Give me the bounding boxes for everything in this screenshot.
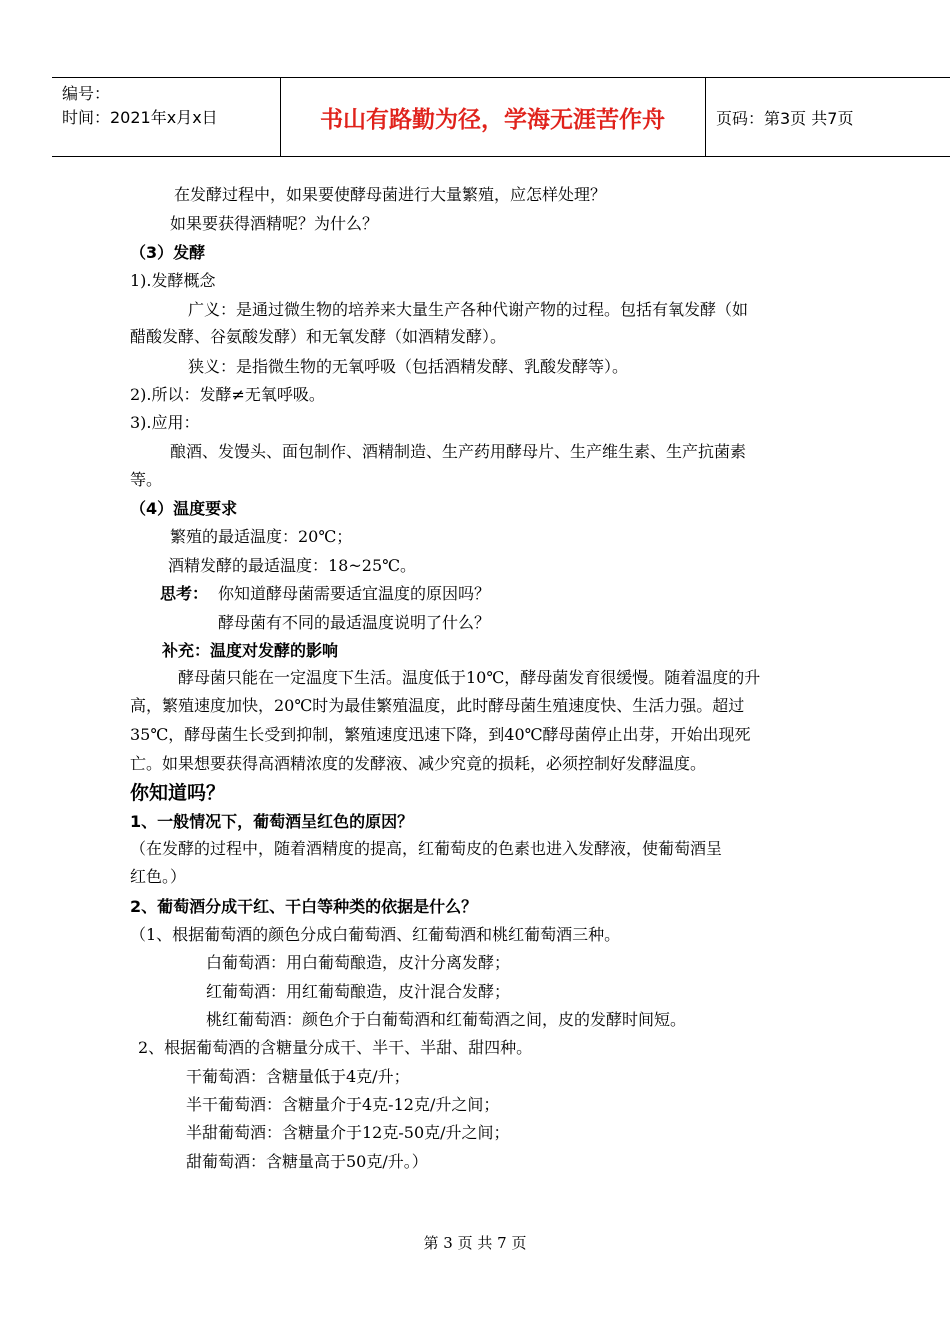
- text-line: 1).发酵概念: [130, 271, 216, 290]
- text-line: 醋酸发酵、谷氨酸发酵）和无氧发酵（如酒精发酵）。: [130, 327, 507, 346]
- question-heading: 1、一般情况下，葡萄酒呈红色的原因？: [130, 812, 414, 831]
- text-line: 酒精发酵的最适温度：18~25℃。: [168, 556, 417, 575]
- text-line: 2).所以：发酵≠无氧呼吸。: [130, 385, 325, 404]
- text-line: 干葡萄酒：含糖量低于4克/升；: [186, 1067, 410, 1086]
- section-heading: 补充：温度对发酵的影响: [162, 641, 339, 660]
- header-motto: 书山有路勤为径，学海无涯苦作舟: [320, 106, 665, 133]
- text-line: 红色。）: [130, 867, 187, 886]
- text-line: 2、根据葡萄酒的含糖量分成干、半干、半甜、甜四种。: [138, 1038, 533, 1057]
- text-line: 半甜葡萄酒：含糖量介于12克-50克/升之间；: [186, 1123, 510, 1142]
- text-line: 酵母菌有不同的最适温度说明了什么？: [218, 613, 491, 632]
- page-header: [52, 77, 950, 157]
- think-label: 思考：: [160, 584, 209, 603]
- section-title: 你知道吗？: [130, 782, 226, 804]
- header-page-info: 页码：第3页 共7页: [716, 108, 854, 128]
- header-divider: [705, 78, 706, 156]
- header-meta: [62, 82, 218, 130]
- text-line: 高，繁殖速度加快，20℃时为最佳繁殖温度，此时酵母菌生殖速度快、生活力强。超过: [130, 696, 745, 715]
- text-line: （1、根据葡萄酒的颜色分成白葡萄酒、红葡萄酒和桃红葡萄酒三种。: [130, 925, 621, 944]
- text-line: 如果要获得酒精呢？为什么？: [170, 214, 379, 233]
- text-line: 狭义：是指微生物的无氧呼吸（包括酒精发酵、乳酸发酵等）。: [188, 357, 629, 376]
- date-label: 时间：2021年x月x日: [62, 108, 218, 127]
- text-line: 35℃，酵母菌生长受到抑制，繁殖速度迅速下降，到40℃酵母菌停止出芽，开始出现死: [130, 725, 751, 744]
- text-line: 在发酵过程中，如果要使酵母菌进行大量繁殖，应怎样处理？: [174, 185, 607, 204]
- text-line: 亡。如果想要获得高酒精浓度的发酵液、减少究竟的损耗，必须控制好发酵温度。: [130, 754, 707, 773]
- text-line: 等。: [130, 470, 163, 489]
- text-line: 红葡萄酒：用红葡萄酿造，皮汁混合发酵；: [206, 982, 511, 1001]
- page-footer: 第 3 页 共 7 页: [423, 1234, 527, 1252]
- text-line: 广义：是通过微生物的培养来大量生产各种代谢产物的过程。包括有氧发酵（如: [188, 300, 749, 319]
- question-heading: 2、葡萄酒分成干红、干白等种类的依据是什么？: [130, 897, 478, 916]
- text-line: 桃红葡萄酒：颜色介于白葡萄酒和红葡萄酒之间，皮的发酵时间短。: [206, 1010, 687, 1029]
- text-line: 酿酒、发馒头、面包制作、酒精制造、生产药用酵母片、生产维生素、生产抗菌素: [170, 442, 747, 461]
- section-heading: （4）温度要求: [130, 499, 238, 518]
- number-label: 编号：: [62, 84, 111, 103]
- text-line: 半干葡萄酒：含糖量介于4克-12克/升之间；: [186, 1095, 500, 1114]
- text-line: 酵母菌只能在一定温度下生活。温度低于10℃，酵母菌发育很缓慢。随着温度的升: [178, 668, 761, 687]
- section-heading: （3）发酵: [130, 243, 206, 262]
- text-line: 繁殖的最适温度：20℃；: [170, 527, 353, 546]
- text-line: 3).应用：: [130, 413, 200, 432]
- text-line: 你知道酵母菌需要适宜温度的原因吗？: [218, 584, 491, 603]
- text-line: 甜葡萄酒：含糖量高于50克/升。）: [186, 1152, 428, 1171]
- text-line: 白葡萄酒：用白葡萄酿造，皮汁分离发酵；: [206, 953, 511, 972]
- text-line: （在发酵的过程中，随着酒精度的提高，红葡萄皮的色素也进入发酵液，使葡萄酒呈: [130, 839, 723, 858]
